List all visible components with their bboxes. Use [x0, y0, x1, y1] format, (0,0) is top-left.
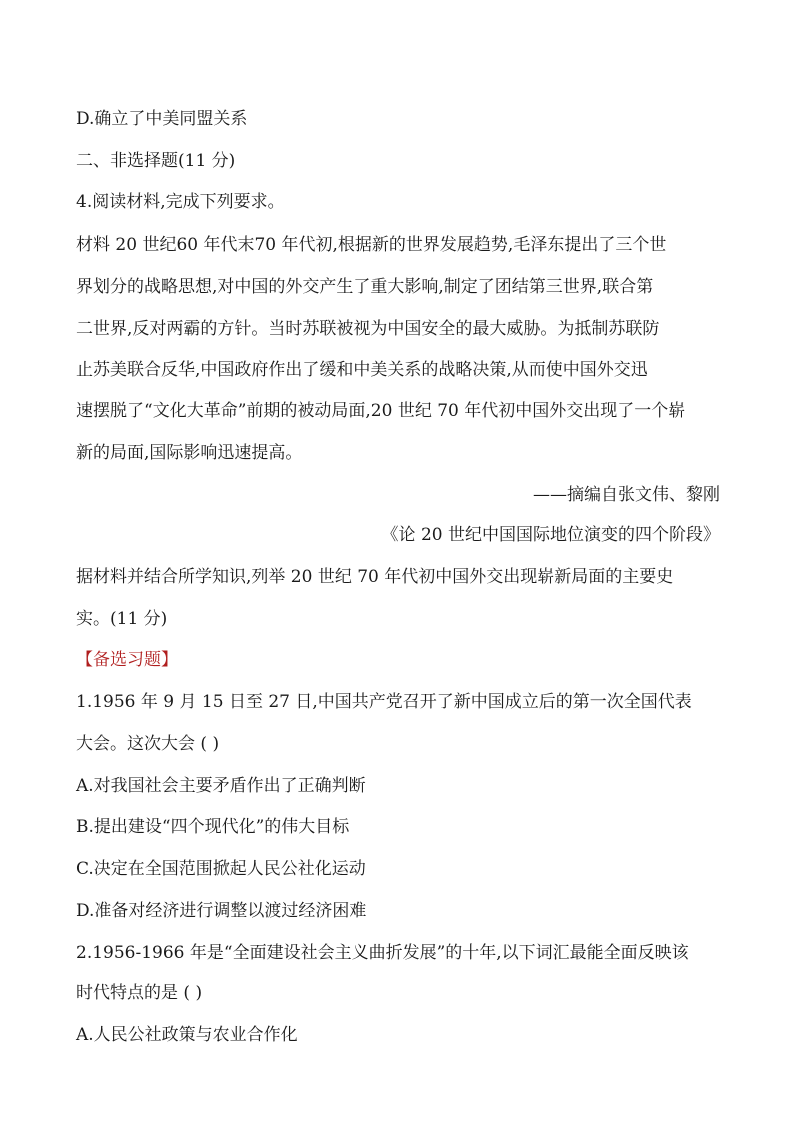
backup-q1-option-d: D.准备对经济进行调整以渡过经济困难: [76, 901, 367, 921]
material-line-1: 材料 20 世纪60 年代末70 年代初,根据新的世界发展趋势,毛泽东提出了三个世: [76, 235, 667, 255]
source-title: 《论 20 世纪中国国际地位演变的四个阶段》: [381, 525, 720, 545]
backup-q1-option-c: C.决定在全国范围掀起人民公社化运动: [76, 859, 366, 879]
question-4-task-line-2: 实。(11 分): [76, 609, 168, 629]
backup-exercises-heading: 【备选习题】: [76, 650, 178, 670]
backup-q2-option-a: A.人民公社政策与农业合作化: [76, 1025, 298, 1045]
backup-q1-option-b: B.提出建设“四个现代化”的伟大目标: [76, 817, 350, 837]
option-d-q3: D.确立了中美同盟关系: [76, 109, 248, 129]
backup-q1-stem-line-1: 1.1956 年 9 月 15 日至 27 日,中国共产党召开了新中国成立后的第一次全国代表: [76, 692, 692, 712]
section-heading-non-choice: 二、非选择题(11 分): [76, 151, 236, 171]
backup-q1-option-a: A.对我国社会主要矛盾作出了正确判断: [76, 776, 366, 796]
material-line-3: 二世界,反对两霸的方针。当时苏联被视为中国安全的最大威胁。为抵制苏联防: [76, 319, 660, 339]
material-line-6: 新的局面,国际影响迅速提高。: [76, 443, 303, 463]
source-author: ——摘编自张文伟、黎刚: [533, 485, 720, 505]
backup-q1-stem-line-2: 大会。这次大会 ( ): [76, 734, 220, 754]
material-line-2: 界划分的战略思想,对中国的外交产生了重大影响,制定了团结第三世界,联合第: [76, 277, 654, 297]
question-4-stem: 4.阅读材料,完成下列要求。: [76, 192, 285, 212]
material-line-5: 速摆脱了“文化大革命”前期的被动局面,20 世纪 70 年代初中国外交出现了一个崭: [76, 401, 686, 421]
backup-q2-stem-line-1: 2.1956-1966 年是“全面建设社会主义曲折发展”的十年,以下词汇最能全面反映该: [76, 943, 689, 963]
backup-q2-stem-line-2: 时代特点的是 ( ): [76, 983, 203, 1003]
material-line-4: 止苏美联合反华,中国政府作出了缓和中美关系的战略决策,从而使中国外交迅: [76, 360, 648, 380]
question-4-task-line-1: 据材料并结合所学知识,列举 20 世纪 70 年代初中国外交出现崭新局面的主要史: [76, 567, 674, 587]
